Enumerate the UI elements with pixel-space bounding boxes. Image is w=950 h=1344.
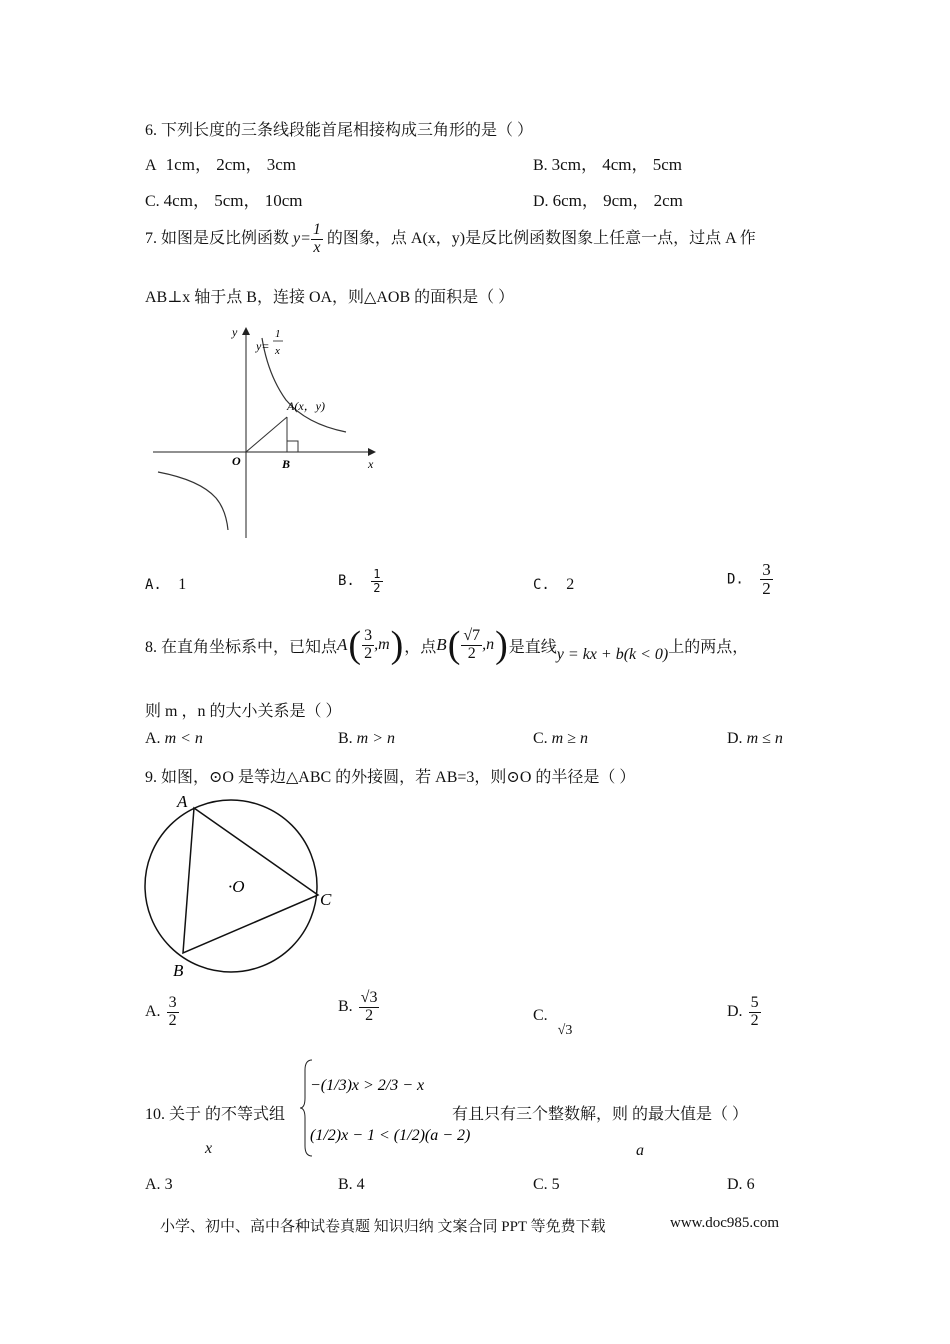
q7-function-fraction: $\frac{1}{x}$ xyxy=(312,221,321,256)
q8-option-d: D. m ≤ n xyxy=(727,730,783,747)
q7-stem: 7. 如图是反比例函数 y= $\frac{1}{x}$ 的图象，点 A(x，y)是反比例函数图象上任意一点，过点 A 作 xyxy=(145,221,756,256)
q10-option-c: C. 5 xyxy=(533,1176,560,1193)
footer-text: 小学、初中、高中各种试卷真题 知识归纳 文案合同 PPT 等免费下载 xyxy=(160,1219,606,1235)
q7-graph xyxy=(150,320,385,545)
q8-option-c: C. m ≥ n xyxy=(533,730,589,747)
q10-option-d: D. 6 xyxy=(727,1176,755,1193)
q9-stem: 9. 如图，⊙O 是等边△ABC 的外接圆，若 AB=3，则⊙O 的半径是（ ） xyxy=(145,769,636,786)
q8-stem-line2: 则 m ，n 的大小关系是（ ） xyxy=(145,703,342,720)
q6-option-d: D. 6cm， 9cm， 2cm xyxy=(533,191,683,210)
x-axis-label: x xyxy=(368,457,374,471)
vertex-b-label: B xyxy=(173,961,184,980)
q7-option-a: A. 1 xyxy=(145,576,187,593)
q9-figure xyxy=(140,790,340,985)
center-o-label: ·O xyxy=(228,877,245,896)
curve-label-y: y= xyxy=(256,339,270,353)
curve-branch-2 xyxy=(158,472,228,530)
origin-label: O xyxy=(232,454,241,468)
q9-option-a: A. $\frac{3}{2}$ xyxy=(145,994,177,1029)
q8-stem: 8. 在直角坐标系中，已知点 A ( $\frac{3}{2}$ ,m ) ，点 B ( $\frac{√7}{2}$ ,n ) 是直线 y = kx + b(k < 0) 上的两点， xyxy=(145,624,749,666)
q10-option-a: A. 3 xyxy=(145,1176,173,1193)
inequality-2: (1/2)x − 1 < (1/2)(a − 2) xyxy=(310,1127,471,1144)
q9-option-d: D. $\frac{5}{2}$ xyxy=(727,994,759,1029)
q10-stem-post: 有且只有三个整数解，则 的最大值是（ ） xyxy=(452,1106,749,1123)
curve-label-den: x xyxy=(275,345,280,357)
point-a-label: A(x，y) xyxy=(287,399,325,413)
q6-stem: 6. 下列长度的三条线段能首尾相接构成三角形的是（ ） xyxy=(145,122,534,139)
q10-inequality-system xyxy=(300,1056,471,1161)
right-angle-mark xyxy=(287,441,298,452)
q10-var-a: a xyxy=(636,1142,644,1159)
inequality-1: −(1/3)x > 2/3 − x xyxy=(310,1077,425,1094)
triangle-abc xyxy=(183,808,318,953)
y-axis-label: y xyxy=(232,325,238,339)
q8-option-b: B. m > n xyxy=(338,730,396,747)
q6-option-a: A 1cm， 2cm， 3cm xyxy=(145,155,296,174)
q7-option-d: D. $\frac{3}{2}$ xyxy=(727,560,771,598)
q9-option-c: C. √3 xyxy=(533,1007,573,1038)
vertex-a-label: A xyxy=(177,792,188,811)
q10-option-b: B. 4 xyxy=(338,1176,365,1193)
q7-stem-line2: AB⊥x 轴于点 B，连接 OA，则△AOB 的面积是（ ） xyxy=(145,289,515,306)
q6-option-b: B. 3cm， 4cm， 5cm xyxy=(533,155,682,174)
q7-option-c: C. 2 xyxy=(533,576,575,593)
vertex-c-label: C xyxy=(320,890,332,909)
q10-stem-pre: 10. 关于 的不等式组 xyxy=(145,1106,286,1123)
q8-option-a: A. m < n xyxy=(145,730,203,747)
curve-label-num: 1 xyxy=(275,328,281,340)
q6-option-c: C. 4cm， 5cm， 10cm xyxy=(145,191,303,210)
q9-option-b: B. $\frac{√3}{2}$ xyxy=(338,989,378,1024)
q10-var-x: x xyxy=(205,1140,213,1157)
footer-link[interactable]: www.doc985.com xyxy=(670,1215,780,1231)
point-b-label: B xyxy=(282,457,291,471)
segment-oa xyxy=(246,417,287,452)
q7-option-b: B. $\frac{1}{2}$ xyxy=(338,567,381,595)
